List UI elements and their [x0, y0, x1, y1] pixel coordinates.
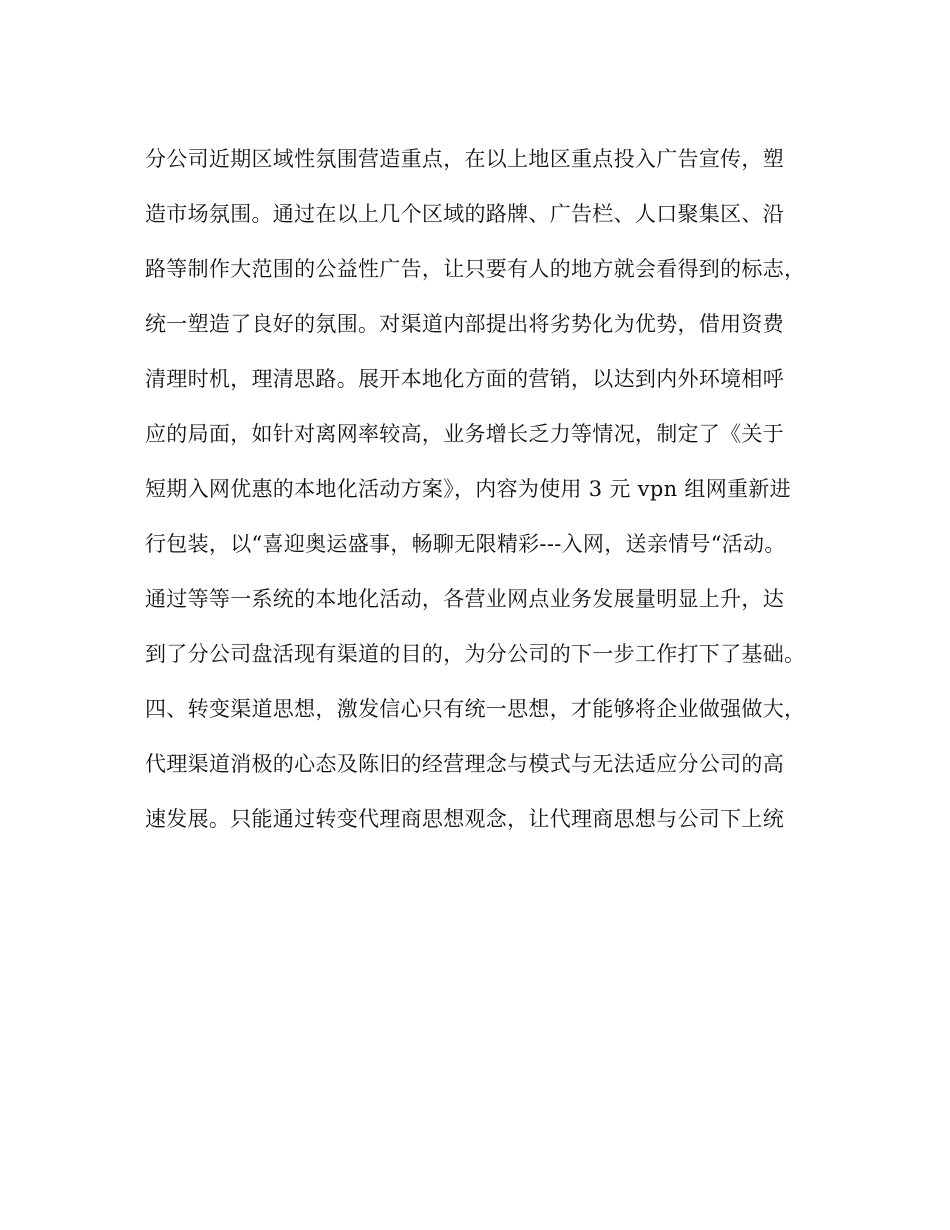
text-line: 清理时机，理清思路。展开本地化方面的营销，以达到内外环境相呼 — [145, 367, 784, 391]
text-line: 速发展。只能通过转变代理商思想观念，让代理商思想与公司下上统 — [145, 807, 784, 831]
text-line: 到了分公司盘活现有渠道的目的，为分公司的下一步工作打下了基础。 — [145, 642, 806, 666]
text-line: 应的局面，如针对离网率较高，业务增长乏力等情况，制定了《关于 — [145, 422, 784, 446]
text-line: 通过等等一系统的本地化活动，各营业网点业务发展量明显上升，达 — [145, 587, 784, 611]
text-line: 代理渠道消极的心态及陈旧的经营理念与模式与无法适应分公司的高 — [145, 752, 784, 776]
text-line: 四、转变渠道思想，激发信心只有统一思想，才能够将企业做强做大， — [145, 697, 806, 721]
text-line: 短期入网优惠的本地化活动方案》，内容为使用 3 元 vpn 组网重新进 — [145, 477, 791, 501]
text-line: 路等制作大范围的公益性广告，让只要有人的地方就会看得到的标志， — [145, 257, 806, 281]
body-text — [145, 137, 835, 852]
text-line: 行包装，以“喜迎奥运盛事，畅聊无限精彩---入网，送亲情号“活动。 — [145, 532, 786, 556]
text-line: 统一塑造了良好的氛围。对渠道内部提出将劣势化为优势，借用资费 — [145, 312, 784, 336]
text-line: 分公司近期区域性氛围营造重点，在以上地区重点投入广告宣传，塑 — [145, 147, 784, 171]
text-line: 造市场氛围。通过在以上几个区域的路牌、广告栏、人口聚集区、沿 — [145, 202, 784, 226]
